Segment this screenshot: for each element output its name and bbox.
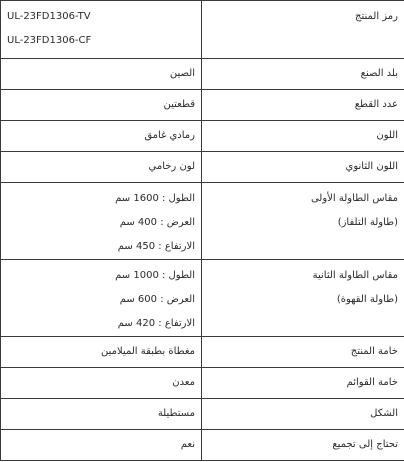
spec-key-text: عدد القطع xyxy=(354,99,398,110)
spec-value-text: نعم xyxy=(180,439,195,450)
spec-value xyxy=(1,430,202,461)
spec-key xyxy=(202,59,404,90)
spec-row-assembly xyxy=(1,430,404,461)
spec-key xyxy=(202,90,404,121)
spec-key xyxy=(202,399,404,430)
spec-value xyxy=(1,337,202,368)
spec-value xyxy=(1,59,202,90)
spec-value xyxy=(1,183,202,260)
spec-value xyxy=(1,152,202,183)
spec-key-text: مقاس الطاولة الثانية xyxy=(312,270,398,281)
spec-value-text: العرض : 600 سم xyxy=(119,294,195,305)
spec-row-first-table-size xyxy=(1,183,404,260)
spec-row-country xyxy=(1,59,404,90)
spec-value-text: رمادي غامق xyxy=(144,130,195,141)
spec-key-text: خامة المنتج xyxy=(350,346,398,357)
spec-key-text: خامة القوائم xyxy=(346,377,398,388)
spec-value-text: قطعتين xyxy=(163,99,195,110)
spec-key-text: الشكل xyxy=(370,408,398,419)
spec-row-secondary-color xyxy=(1,152,404,183)
spec-value-text: مغطاة بطبقة الميلامين xyxy=(100,346,195,357)
spec-value-text: الصين xyxy=(169,68,195,79)
spec-value-text: العرض : 400 سم xyxy=(119,217,195,228)
spec-value-text: مستطيلة xyxy=(157,408,195,419)
spec-value xyxy=(1,121,202,152)
spec-key-text: بلد الصنع xyxy=(360,68,398,79)
spec-key xyxy=(202,121,404,152)
spec-value xyxy=(1,368,202,399)
spec-key xyxy=(202,1,404,59)
spec-value-text: UL-23FD1306-CF xyxy=(7,35,92,46)
spec-value xyxy=(1,1,202,59)
spec-value-text: الارتفاع : 420 سم xyxy=(117,318,195,329)
spec-row-pieces xyxy=(1,90,404,121)
spec-key xyxy=(202,183,404,260)
spec-key xyxy=(202,152,404,183)
spec-key xyxy=(202,430,404,461)
spec-key-text: (طاولة التلفاز) xyxy=(337,217,398,228)
spec-key-text: اللون الثانوي xyxy=(345,161,398,172)
spec-key-text: مقاس الطاولة الأولى xyxy=(310,193,398,204)
spec-row-product-code xyxy=(1,1,404,59)
spec-row-second-table-size xyxy=(1,260,404,337)
spec-value-text: الارتفاع : 450 سم xyxy=(117,241,195,252)
spec-key xyxy=(202,368,404,399)
spec-key-text: اللون xyxy=(376,130,398,141)
spec-row-color xyxy=(1,121,404,152)
spec-row-leg-material xyxy=(1,368,404,399)
spec-key-text: رمز المنتج xyxy=(355,11,398,22)
spec-row-shape xyxy=(1,399,404,430)
spec-key xyxy=(202,337,404,368)
spec-value-text: لون رخامي xyxy=(148,161,195,172)
spec-key xyxy=(202,260,404,337)
spec-value-text: معدن xyxy=(172,377,195,388)
spec-row-material xyxy=(1,337,404,368)
spec-key-text: (طاولة القهوة) xyxy=(336,294,398,305)
spec-key-text: تحتاج إلى تجميع xyxy=(332,439,398,450)
spec-value xyxy=(1,260,202,337)
spec-value xyxy=(1,399,202,430)
spec-value-text: الطول : 1600 سم xyxy=(115,193,195,204)
spec-value xyxy=(1,90,202,121)
spec-value-text: UL-23FD1306-TV xyxy=(7,11,91,22)
spec-value-text: الطول : 1000 سم xyxy=(115,270,195,281)
